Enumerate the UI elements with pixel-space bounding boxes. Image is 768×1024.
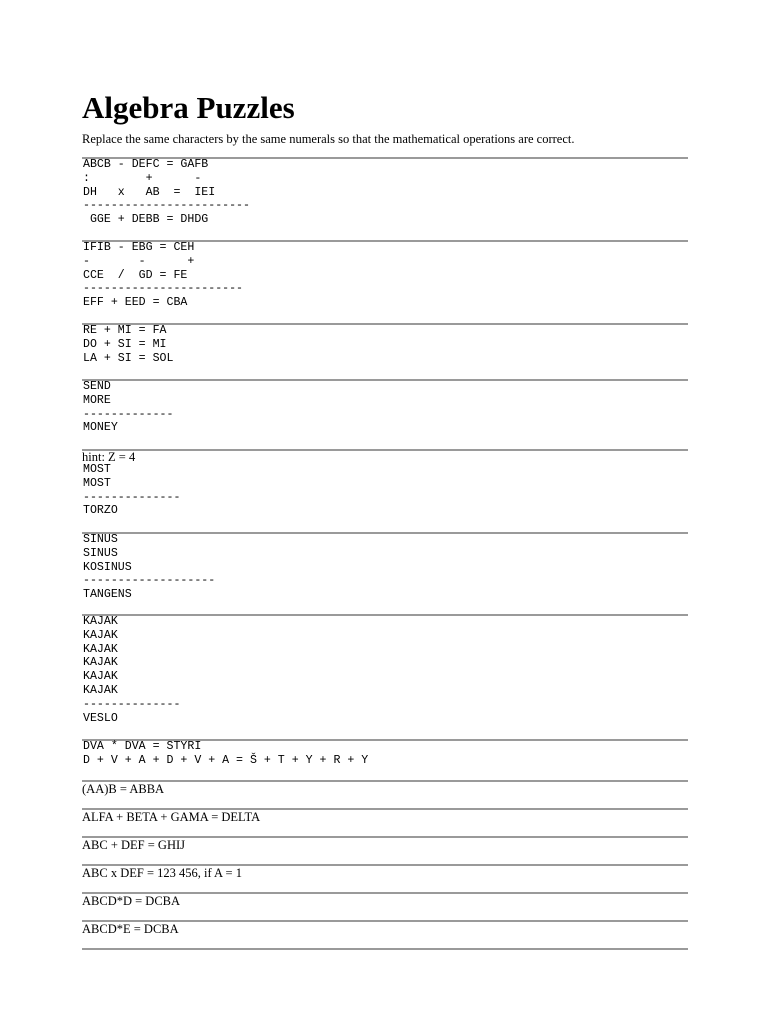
puzzle-11: ABC + DEF = GHIJ: [82, 838, 185, 852]
puzzle-8: DVA * DVA = STYRI D + V + A + D + V + A = Š + T + Y + R + Y: [83, 740, 369, 767]
puzzle-2: IFIB - EBG = CEH - - + CCE / GD = FE ----------------------- EFF + EED = CBA: [83, 241, 244, 310]
puzzle-5: MOST MOST -------------- TORZO: [83, 463, 181, 518]
puzzle-6: SINUS SINUS KOSINUS ------------------- TANGENS: [83, 533, 216, 602]
intro-text: Replace the same characters by the same numerals so that the mathematical operations are correct.: [82, 132, 575, 146]
puzzle-10: ALFA + BETA + GAMA = DELTA: [82, 810, 261, 824]
puzzle-3: RE + MI = FA DO + SI = MI LA + SI = SOL: [83, 324, 174, 365]
puzzle-12: ABC x DEF = 123 456, if A = 1: [82, 866, 242, 880]
divider: [82, 780, 688, 782]
puzzle-13: ABCD*D = DCBA: [82, 894, 181, 908]
puzzle-1: ABCB - DEFC = GAFB : + - DH x AB = IEI ------------------------ GGE + DEBB = DHDG: [83, 158, 250, 227]
puzzle-5-hint: hint: Z = 4: [82, 450, 136, 464]
divider: [82, 948, 688, 950]
puzzle-4: SEND MORE ------------- MONEY: [83, 380, 174, 435]
puzzle-14: ABCD*E = DCBA: [82, 922, 179, 936]
puzzle-9: (AA)B = ABBA: [82, 782, 165, 796]
page-title: Algebra Puzzles: [82, 90, 295, 125]
divider: [82, 449, 688, 451]
puzzle-7: KAJAK KAJAK KAJAK KAJAK KAJAK KAJAK -------------- VESLO: [83, 615, 181, 725]
